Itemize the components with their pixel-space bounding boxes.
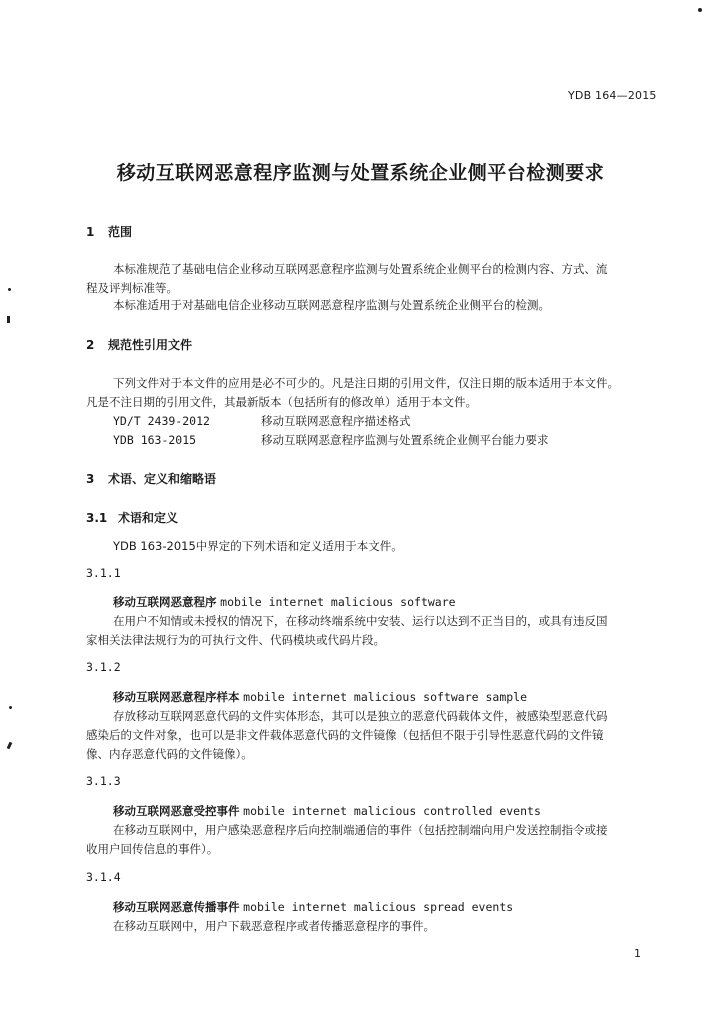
- term-number: 3.1.3: [86, 774, 121, 788]
- reference-code: YD/T 2439-2012: [113, 414, 210, 428]
- term-name-en: mobile internet malicious spread events: [243, 900, 514, 914]
- term-definition-line-1: 在用户不知情或未授权的情况下，在移动终端系统中安装、运行以达到不正当目的，或具有违反国: [113, 614, 608, 628]
- subsection-3-1-intro: YDB 163-2015中界定的下列术语和定义适用于本文件。: [113, 539, 403, 553]
- term-definition-line-2: 感染后的文件对象，也可以是非文件载体恶意代码的文件镜像（包括但不限于引导性恶意代码的文件镜: [86, 728, 604, 742]
- term-number: 3.1.4: [86, 870, 121, 884]
- term-name-cn: 移动互联网恶意程序: [113, 595, 217, 609]
- document-id: YDB 164—2015: [568, 89, 657, 102]
- section-title: 规范性引用文件: [108, 338, 193, 352]
- page-number: 1: [634, 947, 641, 960]
- reference-item: [113, 413, 411, 429]
- term-number: 3.1.2: [86, 660, 121, 674]
- subsection-number: 3.1: [86, 511, 108, 525]
- section-2-heading: [86, 336, 192, 353]
- reference-item: [113, 432, 549, 448]
- term-definition-line-2: 家相关法律法规行为的可执行文件、代码模块或代码片段。: [86, 633, 385, 647]
- term-definition-line-3: 像、内存恶意代码的文件镜像）。: [86, 747, 253, 761]
- section-number: 3: [86, 472, 95, 486]
- section-1-paragraph-2: 本标准适用于对基础电信企业移动互联网恶意程序监测与处置系统企业侧平台的检测。: [113, 298, 550, 312]
- document-title: 移动互联网恶意程序监测与处置系统企业侧平台检测要求: [116, 162, 605, 184]
- scan-mark: [8, 288, 11, 291]
- scan-mark: [9, 706, 12, 709]
- term-heading: [113, 689, 527, 705]
- section-2-paragraph-line-1: 下列文件对于本文件的应用是必不可少的。凡是注日期的引用文件，仅注日期的版本适用于本文件。: [113, 376, 619, 390]
- term-definition-line-1: 存放移动互联网恶意代码的文件实体形态，其可以是独立的恶意代码载体文件，被感染型恶意代码: [113, 709, 608, 723]
- term-name-cn: 移动互联网恶意受控事件: [113, 804, 240, 818]
- term-name-cn: 移动互联网恶意传播事件: [113, 900, 240, 914]
- scan-mark: [698, 8, 702, 12]
- term-definition-line-1: 在移动互联网中，用户下载恶意程序或者传播恶意程序的事件。: [113, 919, 435, 933]
- term-heading: [113, 594, 456, 610]
- reference-code: YDB 163-2015: [113, 433, 197, 447]
- section-title: 术语、定义和缩略语: [108, 472, 217, 486]
- term-name-en: mobile internet malicious controlled events: [243, 804, 541, 818]
- subsection-3-1-heading: [86, 509, 178, 526]
- section-1-paragraph-1-line-2: 程及评判标准等。: [86, 281, 178, 295]
- term-number: 3.1.1: [86, 566, 121, 580]
- term-heading: [113, 803, 541, 819]
- scan-mark: [7, 316, 10, 323]
- section-2-paragraph-line-2: 凡是不注日期的引用文件，其最新版本（包括所有的修改单）适用于本文件。: [86, 395, 477, 409]
- section-title: 范围: [108, 225, 133, 239]
- section-1-paragraph-1-line-1: 本标准规范了基础电信企业移动互联网恶意程序监测与处置系统企业侧平台的检测内容、方式、流: [113, 262, 608, 276]
- term-name-en: mobile internet malicious software: [220, 595, 456, 609]
- term-definition-line-2: 收用户回传信息的事件）。: [86, 842, 219, 856]
- section-1-heading: [86, 223, 132, 240]
- section-3-heading: [86, 470, 216, 487]
- term-name-en: mobile internet malicious software sample: [243, 690, 528, 704]
- term-heading: [113, 899, 513, 915]
- scan-mark: [7, 742, 13, 750]
- term-name-cn: 移动互联网恶意程序样本: [113, 690, 240, 704]
- section-number: 2: [86, 338, 95, 352]
- term-definition-line-1: 在移动互联网中，用户感染恶意程序后向控制端通信的事件（包括控制端向用户发送控制指令或接: [113, 823, 608, 837]
- reference-title: 移动互联网恶意程序描述格式: [261, 414, 411, 428]
- reference-title: 移动互联网恶意程序监测与处置系统企业侧平台能力要求: [261, 433, 549, 447]
- section-number: 1: [86, 225, 95, 239]
- subsection-title: 术语和定义: [118, 511, 179, 525]
